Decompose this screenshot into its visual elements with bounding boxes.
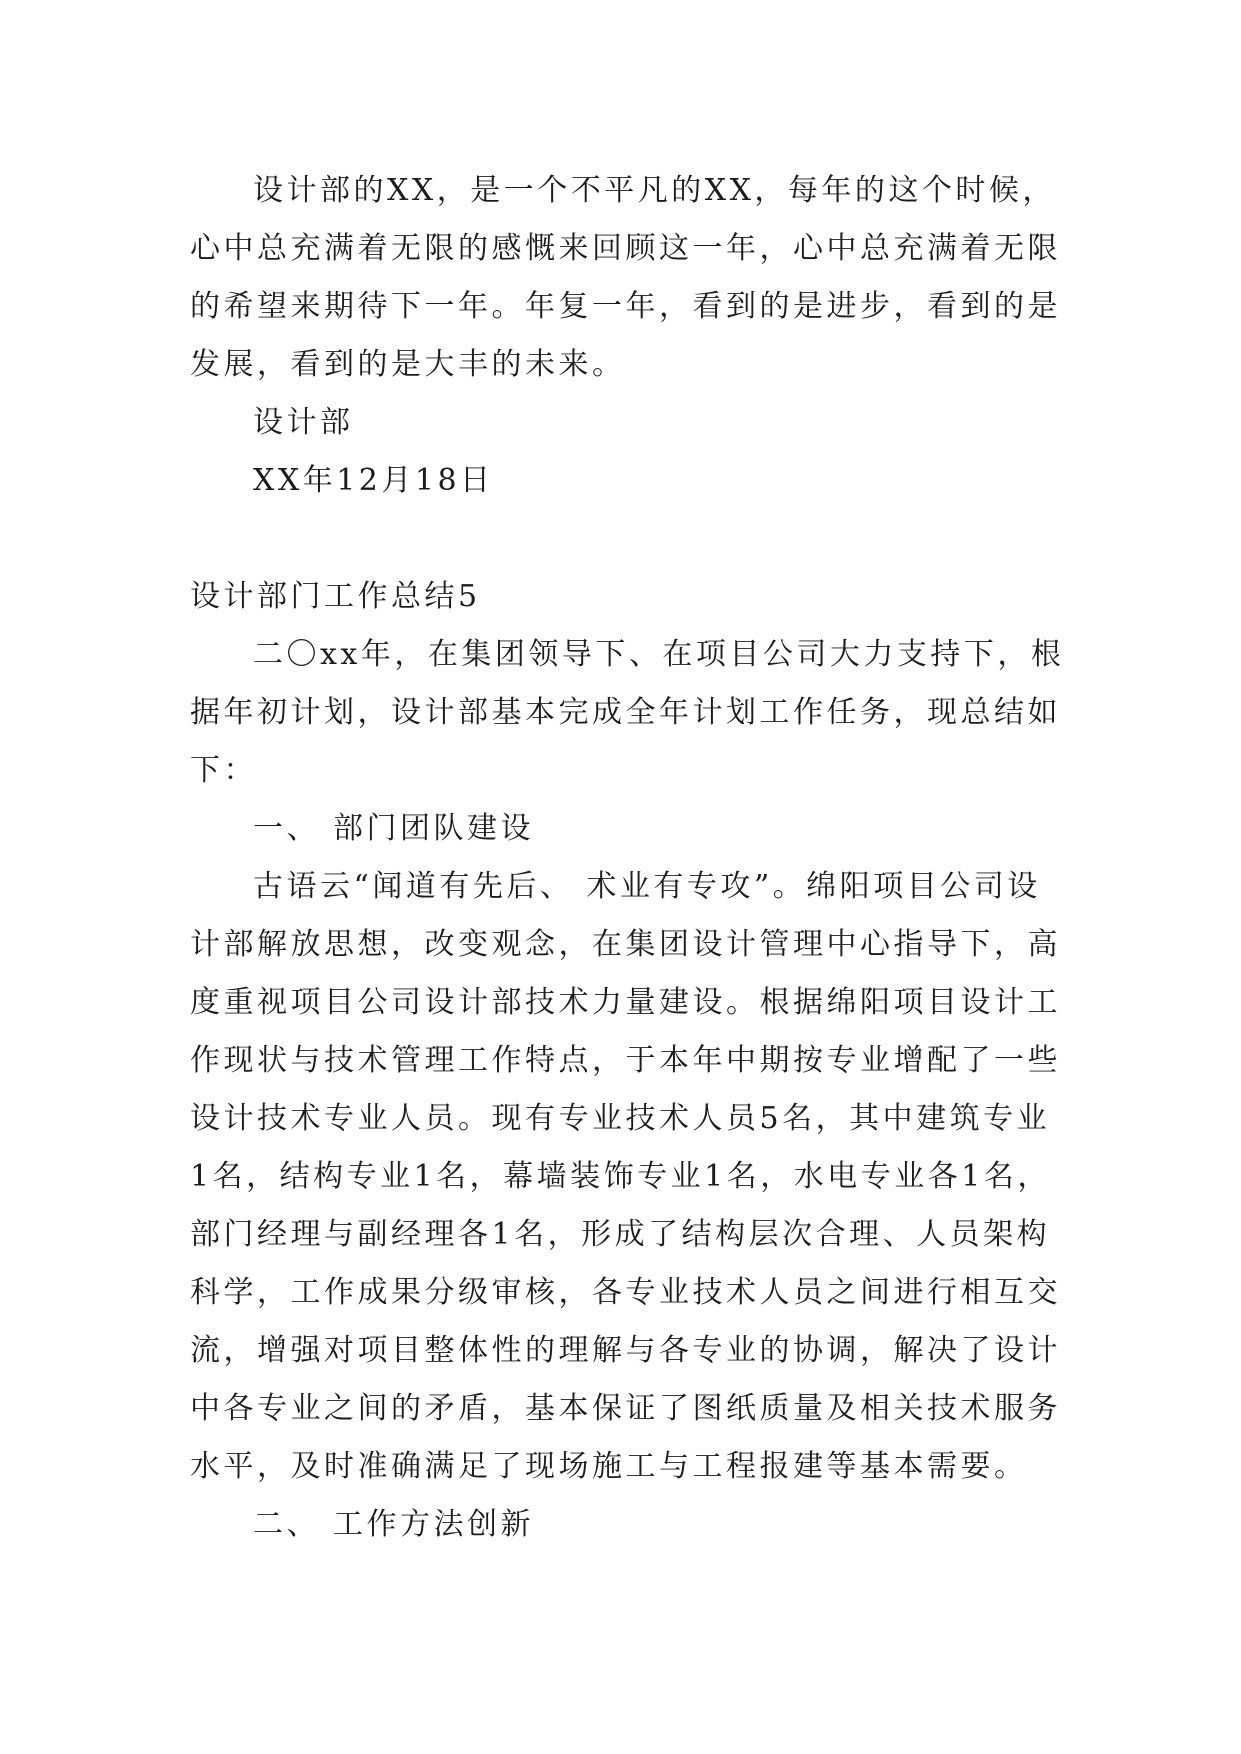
signature-date: XX年12月18日 bbox=[253, 463, 494, 498]
signature-department: 设计部 bbox=[253, 405, 354, 440]
blank-line bbox=[190, 510, 1070, 568]
paragraph-line: 下： bbox=[190, 753, 257, 788]
paragraph-line: 心中总充满着无限的感慨来回顾这一年，心中总充满着无限 bbox=[190, 231, 1061, 266]
paragraph-line: 部门经理与副经理各1名，形成了结构层次合理、人员架构 bbox=[190, 1217, 1051, 1252]
paragraph-line: 作现状与技术管理工作特点，于本年中期按专业增配了一些 bbox=[190, 1043, 1061, 1078]
paragraph-line: 的希望来期待下一年。年复一年，看到的是进步，看到的是 bbox=[190, 289, 1061, 324]
paragraph-line: 科学，工作成果分级审核，各专业技术人员之间进行相互交 bbox=[190, 1275, 1061, 1310]
document-body bbox=[190, 162, 1070, 1554]
paragraph-line: 流，增强对项目整体性的理解与各专业的协调，解决了设计 bbox=[190, 1333, 1061, 1368]
section-title: 设计部门工作总结5 bbox=[190, 579, 481, 614]
paragraph-line: 据年初计划，设计部基本完成全年计划工作任务，现总结如 bbox=[190, 695, 1061, 730]
paragraph-line: 计部解放思想，改变观念，在集团设计管理中心指导下，高 bbox=[190, 927, 1061, 962]
paragraph-line: 二〇xx年，在集团领导下、在项目公司大力支持下，根 bbox=[253, 637, 1065, 672]
paragraph-line: 古语云“闻道有先后、 术业有专攻”。绵阳项目公司设 bbox=[253, 869, 1041, 904]
paragraph-line: 中各专业之间的矛盾，基本保证了图纸质量及相关技术服务 bbox=[190, 1391, 1061, 1426]
paragraph-line: 设计技术专业人员。现有专业技术人员5名，其中建筑专业 bbox=[190, 1101, 1051, 1136]
paragraph-line: 水平，及时准确满足了现场施工与工程报建等基本需要。 bbox=[190, 1449, 1028, 1484]
paragraph-line: 发展，看到的是大丰的未来。 bbox=[190, 347, 626, 382]
heading-method-innovation: 二、 工作方法创新 bbox=[253, 1507, 535, 1542]
paragraph-line: 1名，结构专业1名，幕墙装饰专业1名，水电专业各1名， bbox=[190, 1159, 1051, 1194]
paragraph-line: 设计部的XX，是一个不平凡的XX，每年的这个时候， bbox=[253, 173, 1056, 208]
paragraph-line: 度重视项目公司设计部技术力量建设。根据绵阳项目设计工 bbox=[190, 985, 1061, 1020]
heading-team-building: 一、 部门团队建设 bbox=[253, 811, 535, 846]
